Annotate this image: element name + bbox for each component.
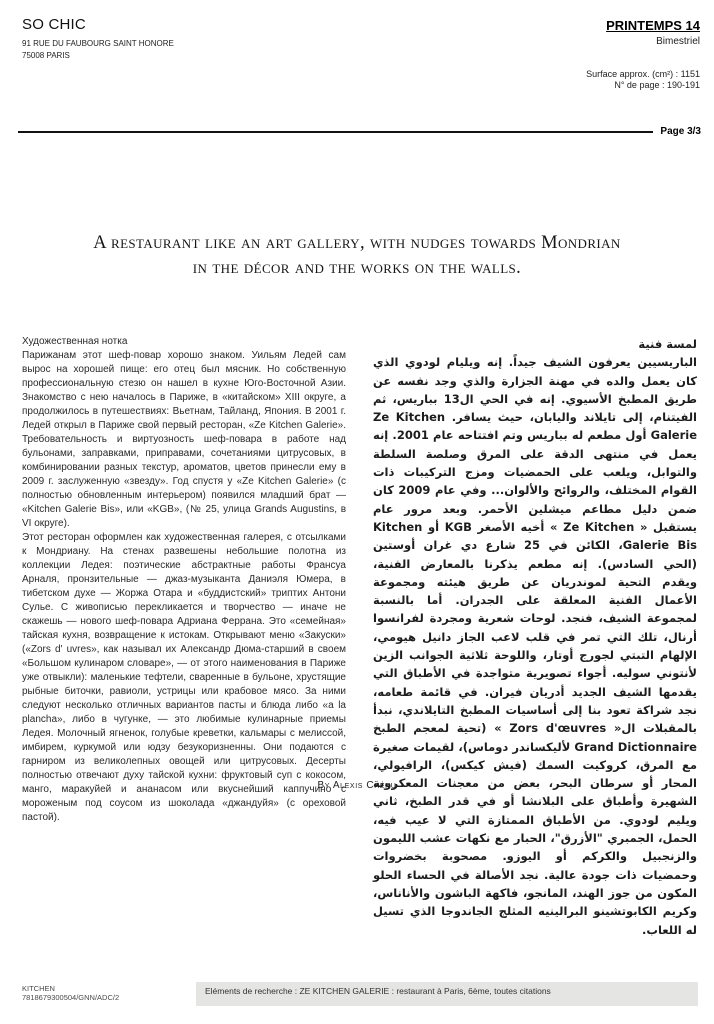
russian-paragraph-2: Этот ресторан оформлен как художественная галерея, с отсылками к Мондриану. На стенах развешены небольшие полотна из коллекции Ледея: поэтические абстрактные работы Франсуа Арналя, пронзительные — джаз-музыканта Даниэля Юмера, в тибетском духе — Жоржа Отара и «буддистский» триптих Антони Сулье. С живописью перекликается и творчество — иначе не скажешь — нового шеф-повара Адриана Феррана. Это «семейная» тайская кухня, возвращение к истокам. Открывают меню «Закуски» («Zors d' uvres», как называл их Александр Дюма-старший в своем «Большом кулинаром словаре», — от этого наименования в Париже уже отвыкли): маленькие тефтели, сваренные в бульоне, хрустящие рыбные биточки, равиоли, устрицы или крабовое мясо. За ними следуют несколько отличных вариантов пасты и блюда либо «a la plancha», либо в чугунке, — это любимые кулинарные приемы Ледея. Молочный ягненок, голубые креветки, кальмары с мелиссой, имбирем, куркумой или юдзу безукоризненны. Они подаются с гарниром из великолепных овощей или цитрусовых. Десерты полностью отвечают духу тайской кухни: фруктовый суп с кокосом, манго, маракуйей и ананасом или вкуснейший каппучино с мороженым под соусом из шоколада «джандуйя» (с ореховой пастой). [22, 532, 346, 823]
search-elements-bar: Eléments de recherche : ZE KITCHEN GALERIE : restaurant à Paris, 6ème, toutes citations [196, 982, 698, 1006]
frequency-label: Bimestriel [656, 36, 700, 47]
issue-block [586, 18, 700, 91]
arabic-paragraph: الباريسيين يعرفون الشيف جيداً. إنه ويليام لودوي الذي كان يعمل والده في مهنة الجزارة والذي وجد نفسه عن طريق المطبخ الأسيوي. إنه في الحي ال13 بباريس، ثم الفيتنام، إلى تايلاند واليابان، حيث يسافر. Ze Kitchen Galerie أول مطعم له بباريس وتم افتتاحه عام 2001. إنه يعمل في منتهى الدقة على المرق وصلصة السلطة والتوابل، ويلعب على الحمضيات ومزج التركيبات ذات القوام المختلف، والروائح والألوان... وفي عام 2009 كان ضمن دليل مطاعم ميشلين الأحمر. وبعد مرور عام يستقبل « Ze Kitchen » أخيه الأصغر KGB أو Kitchen Galerie Bis، الكائن في 25 شارع دي غران أوستين (الحي السادس). إنه مطعم يذكرنا بالمعارض الفنية، ويقدم التحية لموندريان عن طريق هيئته ومجموعة الأعمال الفنية المعلقة على الجدران. أما بالنسبة لمجموعة الشيف، فنجد. لوحات شعرية ومجردة لفرانسوا أرنال، تلك التي تمر في قلب لاعب الجاز دانيل هيومي، الإلهام التبتي لجورج أوتار، واللوحة ثلاثية الجوانب الزين لأنتوني سوليه. أجواء تصويرية متواجدة في الأطباق التي يقدمها الشيف الجديد أدريان فيران. في قائمة طعامه، نجد شراكة تعود بنا إلى أساسيات المطبخ التايلاندي، نبدأ بالمقبلات ال« Zors d'œuvres » (تحية لمعجم الطبخ Grand Dictionnaire لأليكساندر دوماس)، لقيمات صغيرة مع المرق، كروكيت السمك (فيش كيكس)، الرافيولي، المحار أو سرطان البحر، بعض من معجنات المعكرونة الشهيرة وأطباق على البلانشا أو في قدر الطبخ، ثاني ويليم لودوي. من الأطباق الممتازة التي لا عيب فيه، الحمل، الجمبري "الأزرق"، الحبار مع نكهات عشب الليمون والزنجبيل والكركم أو اليوزو. مصحوبة بخضروات وحمضيات ذات جودة عالية. نجد الأصالة في الحساء الحلو المكون من جوز الهند، المانجو، فاكهة الباشون والأناناس، وكريم الكابوتشينو البرالينيه المثلج الجاندوجا الذي تسيل له اللعاب. [373, 355, 698, 937]
surface-approx-label: Surface approx. (cm²) : 1151 [586, 69, 700, 79]
page-indicator: Page 3/3 [660, 126, 701, 137]
russian-column-heading: Художественная нотка [22, 336, 128, 347]
article-title [30, 231, 684, 281]
footer-ref-name: KITCHEN [22, 984, 55, 993]
footer-reference-block [22, 984, 119, 1002]
russian-column [22, 335, 346, 939]
page-numbers-label: N° de page : 190-191 [614, 80, 700, 90]
footer-ref-code: 7818679300504/GNN/ADC/2 [22, 993, 120, 1002]
article-title-line1: A restaurant like an art gallery, with nudges towards Mondrian [93, 233, 621, 253]
issue-label: PRINTEMPS 14 [606, 18, 700, 33]
publication-address-line1: 91 RUE DU FAUBOURG SAINT HONORE [22, 39, 174, 48]
publication-name: SO CHIC [22, 16, 86, 33]
publication-address-line2: 75008 PARIS [22, 50, 70, 60]
article-title-line2: in the décor and the works on the walls. [192, 258, 522, 278]
arabic-column [373, 335, 697, 939]
article-body [22, 335, 698, 939]
byline: By Alexis Chenu [317, 780, 397, 791]
divider-rule [18, 131, 653, 133]
russian-paragraph-1: Парижанам этот шеф-повар хорошо знаком. Уильям Ледей сам вырос на хорошей пище: его отец был мясник. Но собственную профессиональную стезю он нашел в кухне Юго-Восточной Азии. Знакомство с нею началось в Париже, в «китайском» XIII округе, а продолжилось в путешествиях: Вьетнам, Тайланд, Япония. В 2001 г. Ледей открыл в Париже свой первый ресторан, «Ze Kitchen Galerie». Требовательность и виртуозность шеф-повара в работе над бульонами, заправками, приправами, сочетаниями цитрусовых, в комбинировании разных текстур, ароматов, цветов принесли ему в 2009 г. заслуженную «звезду». Год спустя у «Ze Kitchen Galerie» (с полностью обновленным интерьером) появился младший брат — «Kitchen Galerie Bis», или «KGB», (№ 25, улица Grands Augustins, в VI округе). [22, 350, 346, 529]
arabic-column-heading: لمسة فنية [638, 337, 697, 351]
issue-meta [586, 69, 700, 91]
header-divider-row [18, 126, 701, 137]
publication-block [22, 16, 174, 60]
